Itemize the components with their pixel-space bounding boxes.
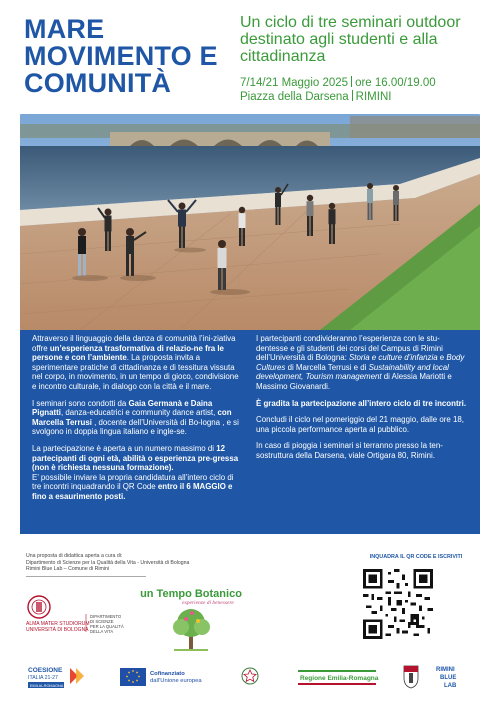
text: I partecipanti condivideranno l’esperienza con le stu-dentesse e gli studenti dei corsi del Campus di Rimini dell’Università di Bologna:: [256, 334, 443, 363]
text: E’ possibile inviare la propria candidatura all’intero ciclo di tre incontri inquadrando il QR Code: [32, 472, 234, 492]
text: e: [437, 353, 447, 363]
text: di Alessia Mariotti e Massimo Giovanardi.: [256, 372, 452, 391]
regione-emilia-romagna-logo: [298, 670, 379, 685]
italian-republic-emblem-icon: [242, 668, 258, 684]
unibo-dept-line-1: DIPARTIMENTO: [90, 614, 122, 619]
unibo-dept-line-4: DELLA VITA: [90, 629, 114, 634]
text: , docente dell’Università di Bo-logna , e si svolgono in doppia lingua italiano e ingle-se.: [32, 417, 239, 437]
paragraph-intro: [32, 334, 244, 392]
event-dates: 7/14/21 Maggio 2025: [240, 77, 349, 89]
qr-code[interactable]: [363, 569, 433, 639]
paragraph-participation: [32, 444, 244, 502]
separator: [352, 90, 353, 101]
tempo-subtitle: esperienze di benessere: [182, 600, 234, 606]
title-line-1: MARE: [24, 14, 105, 44]
info-column-left: [32, 334, 244, 509]
event-city: RIMINI: [355, 91, 392, 103]
credit-line: Rimini Blue Lab – Comune di Rimini: [26, 566, 110, 573]
coesione-line-3: EMILIA-ROMAGNA: [30, 684, 64, 688]
eu-line-1: Cofinanziato: [150, 671, 185, 677]
text-bold: con Marcella Terrusi: [32, 408, 232, 427]
text-italic: Sustainability and local development, Tourism management: [256, 362, 449, 382]
poster-subtitle: Un ciclo di tre seminari outdoor destinato agli studenti e alla cittadinanza: [240, 14, 461, 65]
rimini-crest-icon: [404, 666, 418, 688]
arrow-icon: [76, 668, 84, 684]
paragraph-full-cycle: È gradita la partecipazione all’intero ciclo di tre incontri.: [256, 398, 467, 408]
text: La partecipazione è aperta a un numero massimo di: [32, 443, 217, 453]
coesione-italia-logo: [28, 667, 84, 688]
blue-lab-line-2: BLUE: [440, 675, 457, 681]
text-bold: 12 partecipanti di ogni età, abilità o esperienza pre-gressa (non è richiesta nessuna formazione).: [32, 443, 239, 473]
paragraph-teachers: [32, 399, 244, 437]
text: . La proposta invita a sperimentare pratiche di cittadinanza e di tessitura vissuta nel corpo, in movimento, in un tempo di gioco, condivisione e incontro culturale, in dialogo con la città e il mare.: [32, 353, 239, 391]
eu-logo: [120, 668, 202, 686]
paragraph-rain: In caso di pioggia i seminari si terranno presso la ten-sostruttura della Darsena, viale Ortigara 80, Rimini.: [256, 441, 443, 460]
coesione-line-2: ITALIA 21-27: [28, 675, 58, 681]
divider: [26, 576, 146, 577]
qr-label: INQUADRA IL QR CODE E ISCRIVITI: [369, 554, 463, 560]
credit-line: Dipartimento di Scienze per la Qualità della Vita - Università di Bologna: [26, 559, 190, 566]
credit-line: Una proposta di didattica aperta a cura di:: [26, 553, 123, 559]
coesione-line-1: COESIONE: [28, 667, 63, 674]
title-line-2: MOVIMENTO E: [24, 41, 218, 71]
tree-icon: [173, 609, 210, 649]
text-bold: Gaia Germanà e Daina Pignatti: [32, 398, 213, 418]
dance-photo: [20, 114, 480, 330]
text-italic: Body Cultures: [256, 353, 465, 372]
unibo-name-line-2: UNIVERSITÀ DI BOLOGNA: [26, 627, 89, 633]
unibo-dept-line-3: PER LA QUALITÀ: [90, 624, 124, 629]
unibo-seal-icon: [28, 596, 50, 618]
tempo-title: un Tempo Botanico: [140, 588, 242, 600]
text: I seminari sono condotti da: [32, 398, 129, 408]
info-column-right: [256, 334, 468, 468]
eu-line-2: dall’Unione europea: [150, 678, 202, 684]
paragraph-campus: [256, 334, 468, 392]
text: di Marcella Terrusi e di: [285, 362, 369, 372]
unibo-dept-line-2: DI SCIENZE: [90, 619, 114, 624]
info-panel: [20, 330, 480, 534]
text: Attraverso il linguaggio della danza di comunità l’ini-ziativa offre: [32, 334, 236, 353]
event-info: [240, 76, 490, 104]
sponsor-logos: [20, 662, 480, 692]
text-bold: entro il 6 MAGGIO e fino a esaurimento posti.: [32, 482, 233, 501]
promoter-credits: [26, 553, 226, 577]
text: , danza-educatrici e community dance artist,: [60, 408, 218, 418]
text-italic: Storia e culture d’infanzia: [349, 353, 438, 363]
unibo-name-line-1: ALMA MATER STUDIORUM: [26, 621, 90, 627]
poster-title: [24, 16, 234, 97]
region-name: Regione Emilia-Romagna: [300, 675, 379, 682]
title-line-3: COMUNITÀ: [24, 68, 172, 98]
event-place: Piazza della Darsena: [240, 91, 349, 103]
separator: [351, 76, 352, 87]
rimini-blue-lab-logo: [436, 667, 457, 689]
unibo-logo: [26, 594, 136, 636]
text-bold: un’esperienza trasformativa di relazio-ne fra le persone e con l’ambiente: [32, 343, 224, 363]
paragraph-performance: Concludi il ciclo nel pomeriggio del 21 maggio, dalle ore 18, una piccola performance aperta al pubblico.: [256, 415, 464, 434]
blue-lab-line-3: LAB: [444, 683, 457, 689]
blue-lab-line-1: RIMINI: [436, 667, 455, 673]
event-hours: ore 16.00/19.00: [355, 77, 436, 89]
tempo-botanico-logo: [136, 585, 246, 657]
